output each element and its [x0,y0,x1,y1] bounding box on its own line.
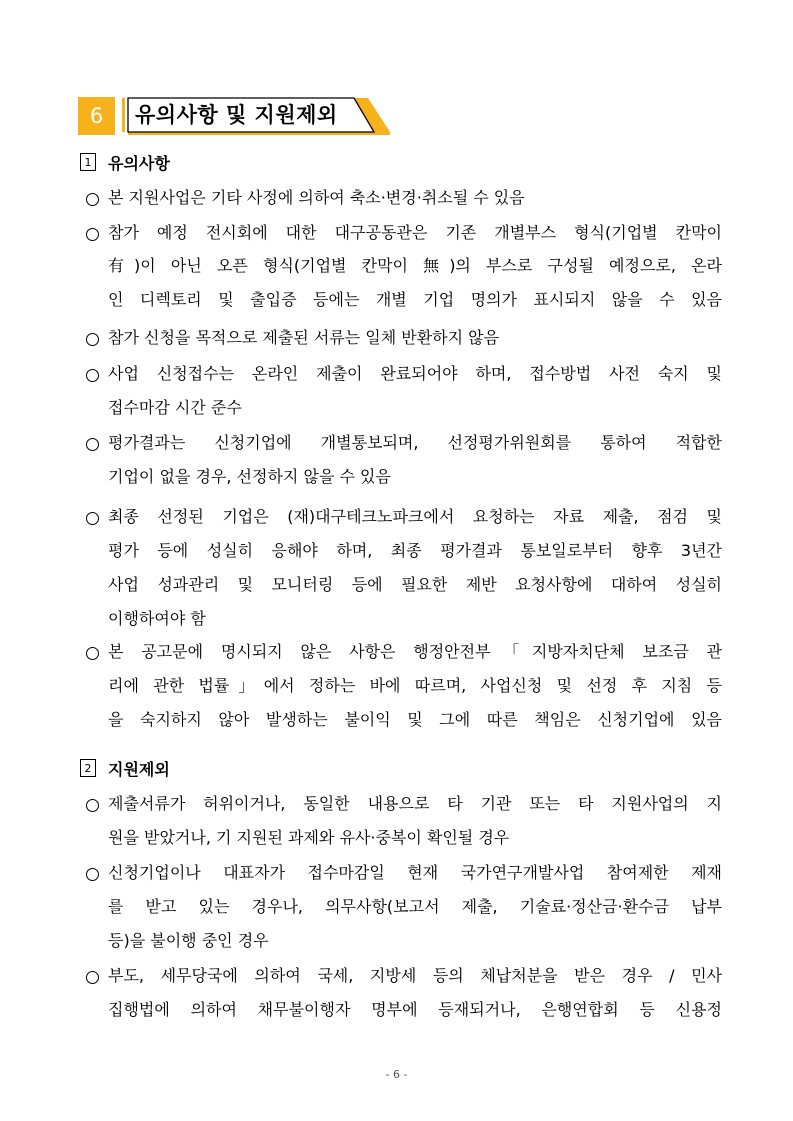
item-line: 집행법에 의하여 채무불이행자 명부에 등재되거나, 은행연합회 등 신용정 [108,1000,722,1019]
circle-bullet-icon [86,438,99,451]
item-line: 본 지원사업은 기타 사정에 의하여 축소·변경·취소될 수 있음 [108,188,525,207]
list-item [86,964,722,1022]
item-line: 최종 선정된 기업은 (재)대구테크노파크에서 요청하는 자료 제출, 점검 및 [108,507,722,526]
item-line: 접수마감 시간 준수 [108,398,242,417]
item-line: 리에 관한 법률」에서 정하는 바에 따르며, 사업신청 및 선정 후 지침 등 [108,676,722,695]
item-line: 인 디렉토리 및 출입증 등에는 개별 기업 명의가 표시되지 않을 수 있음 [108,290,722,309]
list-item [86,505,722,631]
circle-bullet-icon [86,512,99,525]
circle-bullet-icon [86,647,99,660]
circle-bullet-icon [86,228,99,241]
circle-bullet-icon [86,369,99,382]
subsection-heading-2 [80,756,170,780]
circle-bullet-icon [86,971,99,984]
item-line: 를 받고 있는 경우나, 의무사항(보고서 제출, 기술료·정산금·환수금 납부 [108,897,722,916]
list-item [86,861,722,953]
list-item [86,186,722,210]
item-line: 사업 신청접수는 온라인 제출이 완료되어야 하며, 접수방법 사전 숙지 및 [108,364,722,383]
list-item [86,431,722,489]
item-line: 본 공고문에 명시되지 않은 사항은 행정안전부「지방자치단체 보조금 관 [108,642,722,661]
page-number: - 6 - [385,1068,408,1081]
item-line: 有)이 아닌 오픈 형식(기업별 칸막이 無)의 부스로 구성될 예정으로, 온라 [108,256,722,275]
circle-bullet-icon [86,868,99,881]
subsection-heading-1 [80,150,170,174]
subsection-title: 지원제외 [108,759,170,779]
item-line: 기업이 없을 경우, 선정하지 않을 수 있음 [108,467,391,486]
subsection-number-box: 2 [80,759,96,777]
list-item [86,640,722,732]
circle-bullet-icon [86,333,99,346]
item-line: 참가 예정 전시회에 대한 대구공동관은 기존 개별부스 형식(기업별 칸막이 [108,223,722,242]
item-line: 제출서류가 허위이거나, 동일한 내용으로 타 기관 또는 타 지원사업의 지 [108,794,722,813]
item-line: 을 숙지하지 않아 발생하는 불이익 및 그에 따른 책임은 신청기업에 있음 [108,710,722,729]
item-line: 등)을 불이행 중인 경우 [108,931,269,950]
item-line: 부도, 세무당국에 의하여 국세, 지방세 등의 체납처분을 받은 경우 / 민사 [108,966,722,985]
list-item [86,792,722,850]
circle-bullet-icon [86,193,99,206]
list-item [86,362,722,420]
list-item [86,326,722,350]
item-line: 평가 등에 성실히 응해야 하며, 최종 평가결과 통보일로부터 향후 3년간 [108,541,722,560]
item-line: 신청기업이나 대표자가 접수마감일 현재 국가연구개발사업 참여제한 제재 [108,863,722,882]
circle-bullet-icon [86,799,99,812]
section-title: 유의사항 및 지원제외 [135,103,338,127]
list-item [86,221,722,312]
item-line: 사업 성과관리 및 모니터링 등에 필요한 제반 요청사항에 대하여 성실히 [108,575,722,594]
item-line: 참가 신청을 목적으로 제출된 서류는 일체 반환하지 않음 [108,328,500,347]
section-number-badge: 6 [78,97,115,135]
item-line: 이행하여야 함 [108,609,206,628]
subsection-title: 유의사항 [108,153,170,173]
subsection-number-box: 1 [80,153,96,171]
section-header [78,96,392,140]
item-line: 원을 받았거나, 기 지원된 과제와 유사·중복이 확인될 경우 [108,828,510,847]
item-line: 평가결과는 신청기업에 개별통보되며, 선정평가위원회를 통하여 적합한 [108,433,722,452]
